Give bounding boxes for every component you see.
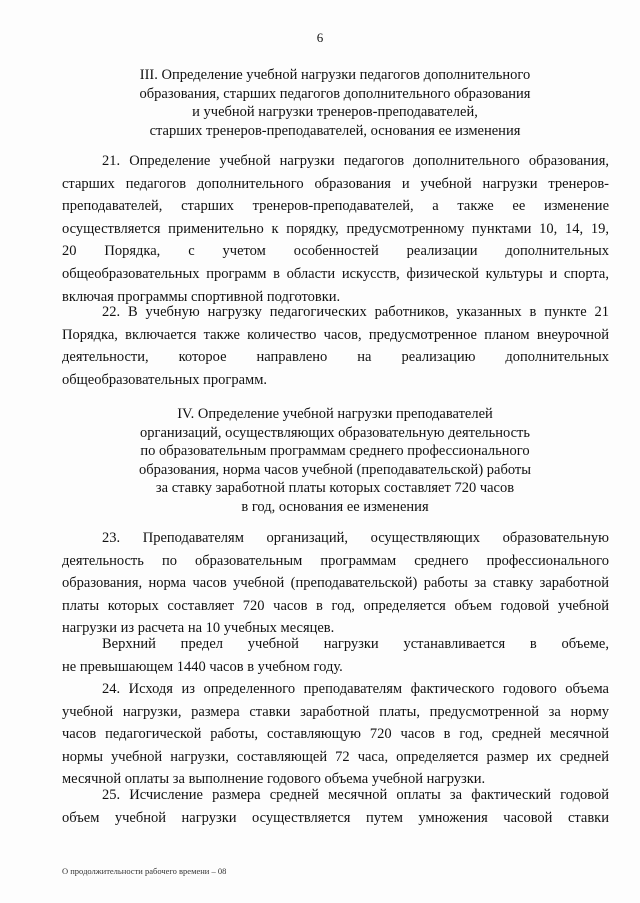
text-line: месячной оплаты за выполнение годового объема учебной нагрузки.	[62, 771, 486, 788]
paragraph-23-continued	[62, 633, 609, 678]
heading-line: и учебной нагрузки тренеров-преподавателей,	[192, 104, 478, 120]
text-line: преподавателей, старших тренеров-преподавателей, а также ее изменение	[62, 198, 609, 215]
paragraph-23	[62, 527, 609, 640]
section-4-heading	[70, 405, 600, 516]
text-line: 25. Исчисление размера средней месячной оплаты за фактический годовой	[102, 787, 609, 803]
heading-line: по образовательным программам среднего профессионального	[140, 443, 530, 459]
heading-line: образования, старших педагогов дополнительного образования	[139, 85, 531, 102]
paragraph-21	[62, 150, 609, 308]
text-line: 20 Порядка, с учетом особенностей реализации дополнительных	[62, 243, 609, 260]
text-line: общеобразовательных программ в области искусств, физической культуры и спорта,	[62, 265, 609, 282]
paragraph-25	[62, 784, 609, 829]
text-line: учебной нагрузки, размера ставки заработной платы, предусмотренной за норму	[62, 703, 609, 720]
heading-line: IV. Определение учебной нагрузки преподавателей	[177, 406, 493, 422]
text-line: не превышающем 1440 часов в учебном году.	[62, 658, 343, 675]
text-line: часов педагогической работы, составляющую 720 часов в год, средней месячной	[62, 726, 609, 743]
heading-line: III. Определение учебной нагрузки педагогов дополнительного	[139, 67, 531, 83]
heading-line: организаций, осуществляющих образовательную деятельность	[140, 424, 530, 441]
text-line: 24. Исходя из определенного преподавателям фактического годового объема	[102, 681, 609, 697]
text-line: 23. Преподавателям организаций, осуществляющих образовательную	[102, 530, 609, 546]
text-line: платы которых составляет 720 часов в год, определяется объем годовой учебной	[62, 597, 609, 614]
text-line: включая программы спортивной подготовки.	[62, 288, 341, 305]
text-line: 21. Определение учебной нагрузки педагогов дополнительного образования,	[102, 153, 609, 169]
text-line: деятельности, которое направлено на реализацию дополнительных	[62, 349, 609, 366]
paragraph-22	[62, 301, 609, 391]
text-line: старших педагогов дополнительного образования и учебной нагрузки тренеров-	[62, 175, 609, 192]
section-3-heading	[70, 66, 600, 140]
document-footer: О продолжительности рабочего времени – 08	[62, 866, 227, 876]
text-line: деятельность по образовательным программам среднего профессионального	[62, 552, 609, 569]
heading-line: в год, основания ее изменения	[241, 498, 429, 515]
text-line: нормы учебной нагрузки, составляющей 72 часа, определяется размер их средней	[62, 748, 609, 765]
text-line: Верхний предел учебной нагрузки устанавливается в объеме,	[102, 636, 609, 652]
heading-line: старших тренеров-преподавателей, основания ее изменения	[149, 122, 521, 139]
text-line: объем учебной нагрузки осуществляется путем умножения часовой ставки	[62, 809, 609, 826]
text-line: 22. В учебную нагрузку педагогических работников, указанных в пункте 21	[102, 304, 609, 320]
heading-line: за ставку заработной платы которых составляет 720 часов	[155, 480, 515, 496]
paragraph-24	[62, 678, 609, 791]
page-number: 6	[316, 30, 324, 45]
text-line: Порядка, включается также количество часов, предусмотренное планом внеурочной	[62, 326, 609, 343]
text-line: осуществляется применительно к порядку, предусмотренному пунктами 10, 14, 19,	[62, 220, 609, 237]
heading-line: образования, норма часов учебной (преподавательской) работы	[139, 461, 531, 478]
text-line: нагрузки из расчета на 10 учебных месяцев.	[62, 620, 335, 637]
text-line: образования, норма часов учебной (преподавательской) работы за ставку заработной	[62, 575, 609, 592]
text-line: общеобразовательных программ.	[62, 371, 268, 388]
